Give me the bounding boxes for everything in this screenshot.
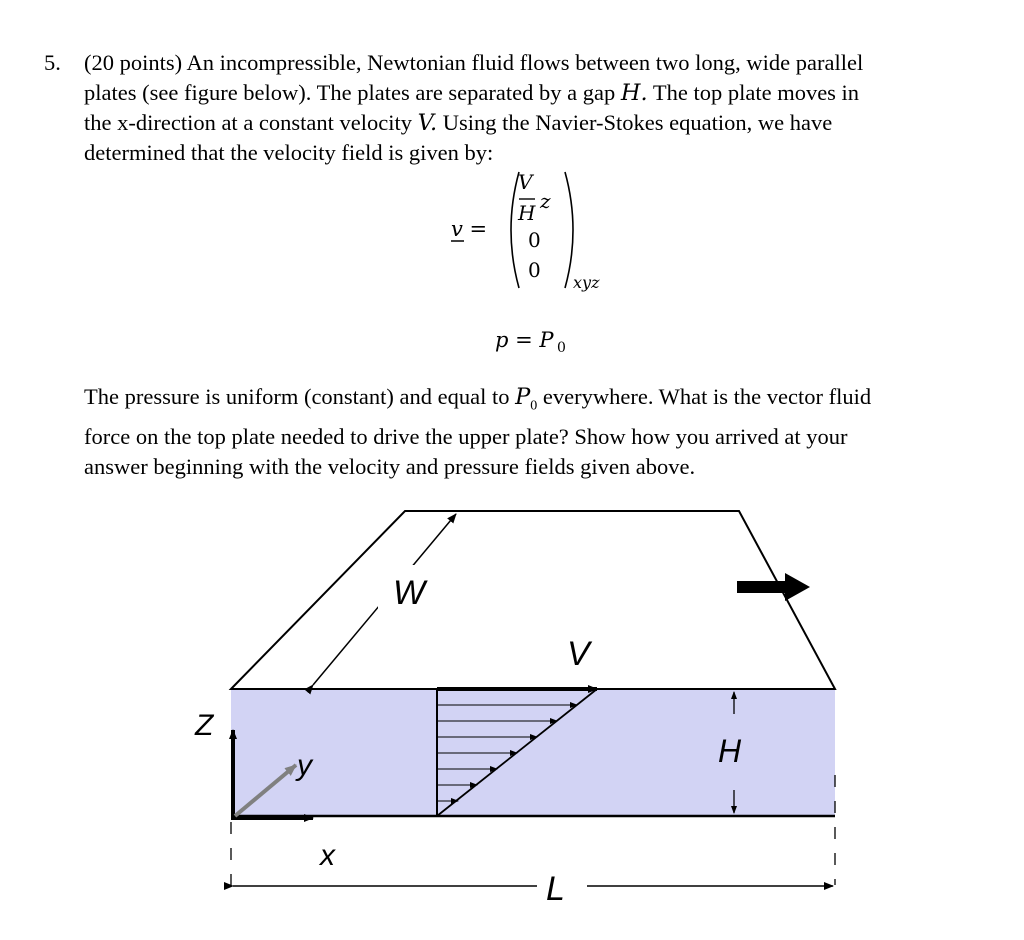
label-L: L	[546, 870, 565, 908]
question-line-3: answer beginning with the velocity and pressure fields given above.	[84, 453, 696, 479]
label-y: y	[297, 749, 312, 782]
problem-line-2: plates (see figure below). The plates are separated by a gap H. The top plate moves in	[84, 80, 860, 106]
top-plate	[231, 511, 835, 689]
pressure-lhs: p = P	[495, 328, 554, 352]
problem-number: 5.	[44, 50, 61, 75]
problem-line-1: (20 points) An incompressible, Newtonian fluid flows between two long, wide parallel	[84, 50, 864, 75]
label-z: Z	[195, 709, 214, 742]
matrix-subscript: xyz	[573, 273, 600, 292]
matrix-row-3: 0	[528, 258, 541, 282]
frac-denominator: H	[518, 201, 536, 225]
label-W: W	[393, 574, 426, 612]
frac-variable: z	[540, 189, 551, 213]
frac-numerator: V	[518, 170, 533, 194]
problem-line-4: determined that the velocity field is given by:	[84, 140, 494, 165]
symbol-H: H.	[620, 80, 648, 106]
question-line-2: force on the top plate needed to drive the upper plate? Show how you arrived at your	[84, 423, 848, 449]
label-H: H	[718, 733, 742, 769]
problem-line-3: the x-direction at a constant velocity V. Using the Navier-Stokes equation, we have	[84, 110, 833, 136]
pressure-subscript: 0	[557, 340, 566, 356]
fluid-region	[231, 689, 835, 816]
question-line-1: The pressure is uniform (constant) and equal to $P_0$ everywhere. What is the vector fluid	[84, 384, 872, 414]
symbol-V: V.	[417, 110, 438, 136]
label-V: V	[567, 635, 590, 673]
matrix-row-2: 0	[528, 228, 541, 252]
velocity-lhs: v =	[451, 217, 488, 241]
label-x: x	[320, 839, 335, 872]
